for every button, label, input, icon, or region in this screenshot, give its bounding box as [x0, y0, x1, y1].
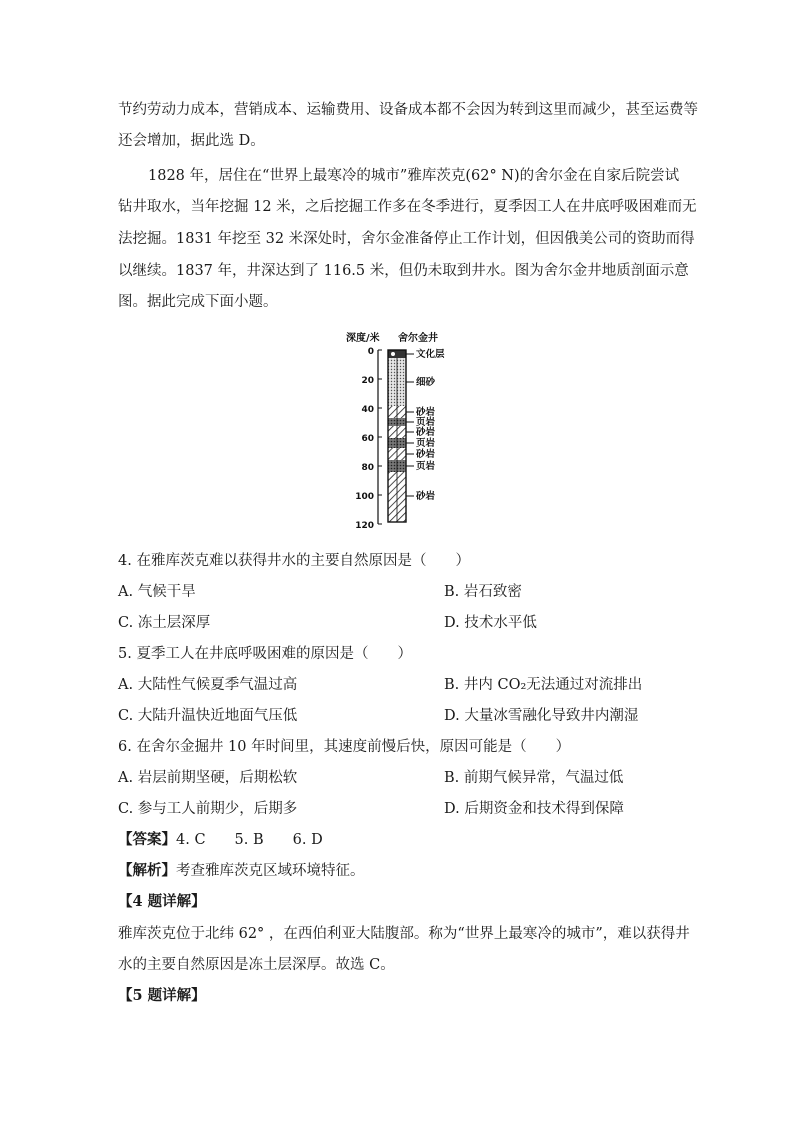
tick-label: 40: [361, 405, 374, 415]
tick-label: 0: [367, 347, 374, 357]
tick-label: 120: [355, 521, 374, 531]
tick-label: 60: [361, 434, 374, 444]
question-stem: 5. 夏季工人在井底呼吸困难的原因是（ ）: [118, 646, 412, 662]
tick-label: 80: [361, 463, 374, 473]
option-c: C. 参与工人前期少，后期多: [118, 801, 298, 817]
option-b: B. 井内 CO₂无法通过对流排出: [444, 677, 643, 693]
layer-label: 细砂: [416, 377, 436, 388]
layer-label: 页岩: [416, 438, 436, 449]
axis-title: 深度/米: [346, 333, 380, 344]
option-d: D. 大量冰雪融化导致井内潮湿: [444, 708, 639, 724]
question-stem: 6. 在舍尔金掘井 10 年时间里，其速度前慢后快，原因可能是（ ）: [118, 739, 571, 755]
paragraph-line: 节约劳动力成本，营销成本、运输费用、设备成本都不会因为转到这里而减少，甚至运费等: [118, 102, 698, 118]
detail-line: 水的主要自然原因是冻土层深厚。故选 C。: [118, 957, 395, 973]
question-stem: 4. 在雅库茨克难以获得井水的主要自然原因是（ ）: [118, 553, 470, 569]
layer-label: 页岩: [416, 417, 436, 428]
option-a: A. 岩层前期坚硬，后期松软: [118, 770, 298, 786]
detail-heading: 【4 题详解】: [118, 893, 206, 910]
analysis-label: 【解析】: [118, 862, 176, 879]
well-title: 舍尔金井: [398, 333, 438, 344]
option-c: C. 冻土层深厚: [118, 615, 211, 631]
tick-label: 20: [361, 376, 374, 386]
option-a: A. 气候干旱: [118, 584, 196, 600]
paragraph-line: 钻井取水，当年挖掘 12 米，之后挖掘工作多在冬季进行，夏季因工人在井底呼吸困难而无: [118, 199, 697, 215]
paragraph-line: 图。据此完成下面小题。: [118, 294, 278, 310]
option-b: B. 岩石致密: [444, 584, 522, 600]
option-b: B. 前期气候异常，气温过低: [444, 770, 624, 786]
layer-label: 文化层: [416, 349, 445, 360]
option-d: D. 后期资金和技术得到保障: [444, 801, 624, 817]
layer-label: 砂岩: [416, 491, 436, 502]
option-c: C. 大陆升温快近地面气压低: [118, 708, 298, 724]
option-a: A. 大陆性气候夏季气温过高: [118, 677, 298, 693]
answer-label: 【答案】: [118, 831, 176, 848]
answer-text: 4. C 5. B 6. D: [176, 832, 323, 848]
layer-label: 砂岩: [416, 449, 436, 460]
option-d: D. 技术水平低: [444, 615, 537, 631]
well-profile-figure: [330, 326, 470, 536]
tick-label: 100: [355, 492, 374, 502]
analysis-line: [118, 861, 365, 881]
detail-line: 雅库茨克位于北纬 62° ，在西伯利亚大陆腹部。称为“世界上最寒冷的城市”，难以获得井: [118, 926, 690, 942]
paragraph-line: 1828 年，居住在“世界上最寒冷的城市”雅库茨克(62° N)的舍尔金在自家后院尝试: [148, 168, 680, 184]
answer-line: [118, 830, 323, 850]
layer-label: 页岩: [416, 461, 436, 472]
layer-label: 砂岩: [416, 407, 436, 418]
well-column: [388, 350, 406, 522]
paragraph-line: 以继续。1837 年，井深达到了 116.5 米，但仍未取到井水。图为舍尔金井地质剖面示意: [118, 263, 689, 279]
paragraph-line: 还会增加，据此选 D。: [118, 133, 265, 149]
analysis-text: 考查雅库茨克区域环境特征。: [176, 863, 365, 879]
layer-labels: [406, 348, 445, 502]
detail-heading: 【5 题详解】: [118, 987, 206, 1004]
paragraph-line: 法挖掘。1831 年挖至 32 米深处时，舍尔金准备停止工作计划，但因俄美公司的资助而得: [118, 231, 695, 247]
layer-label: 砂岩: [416, 427, 436, 438]
